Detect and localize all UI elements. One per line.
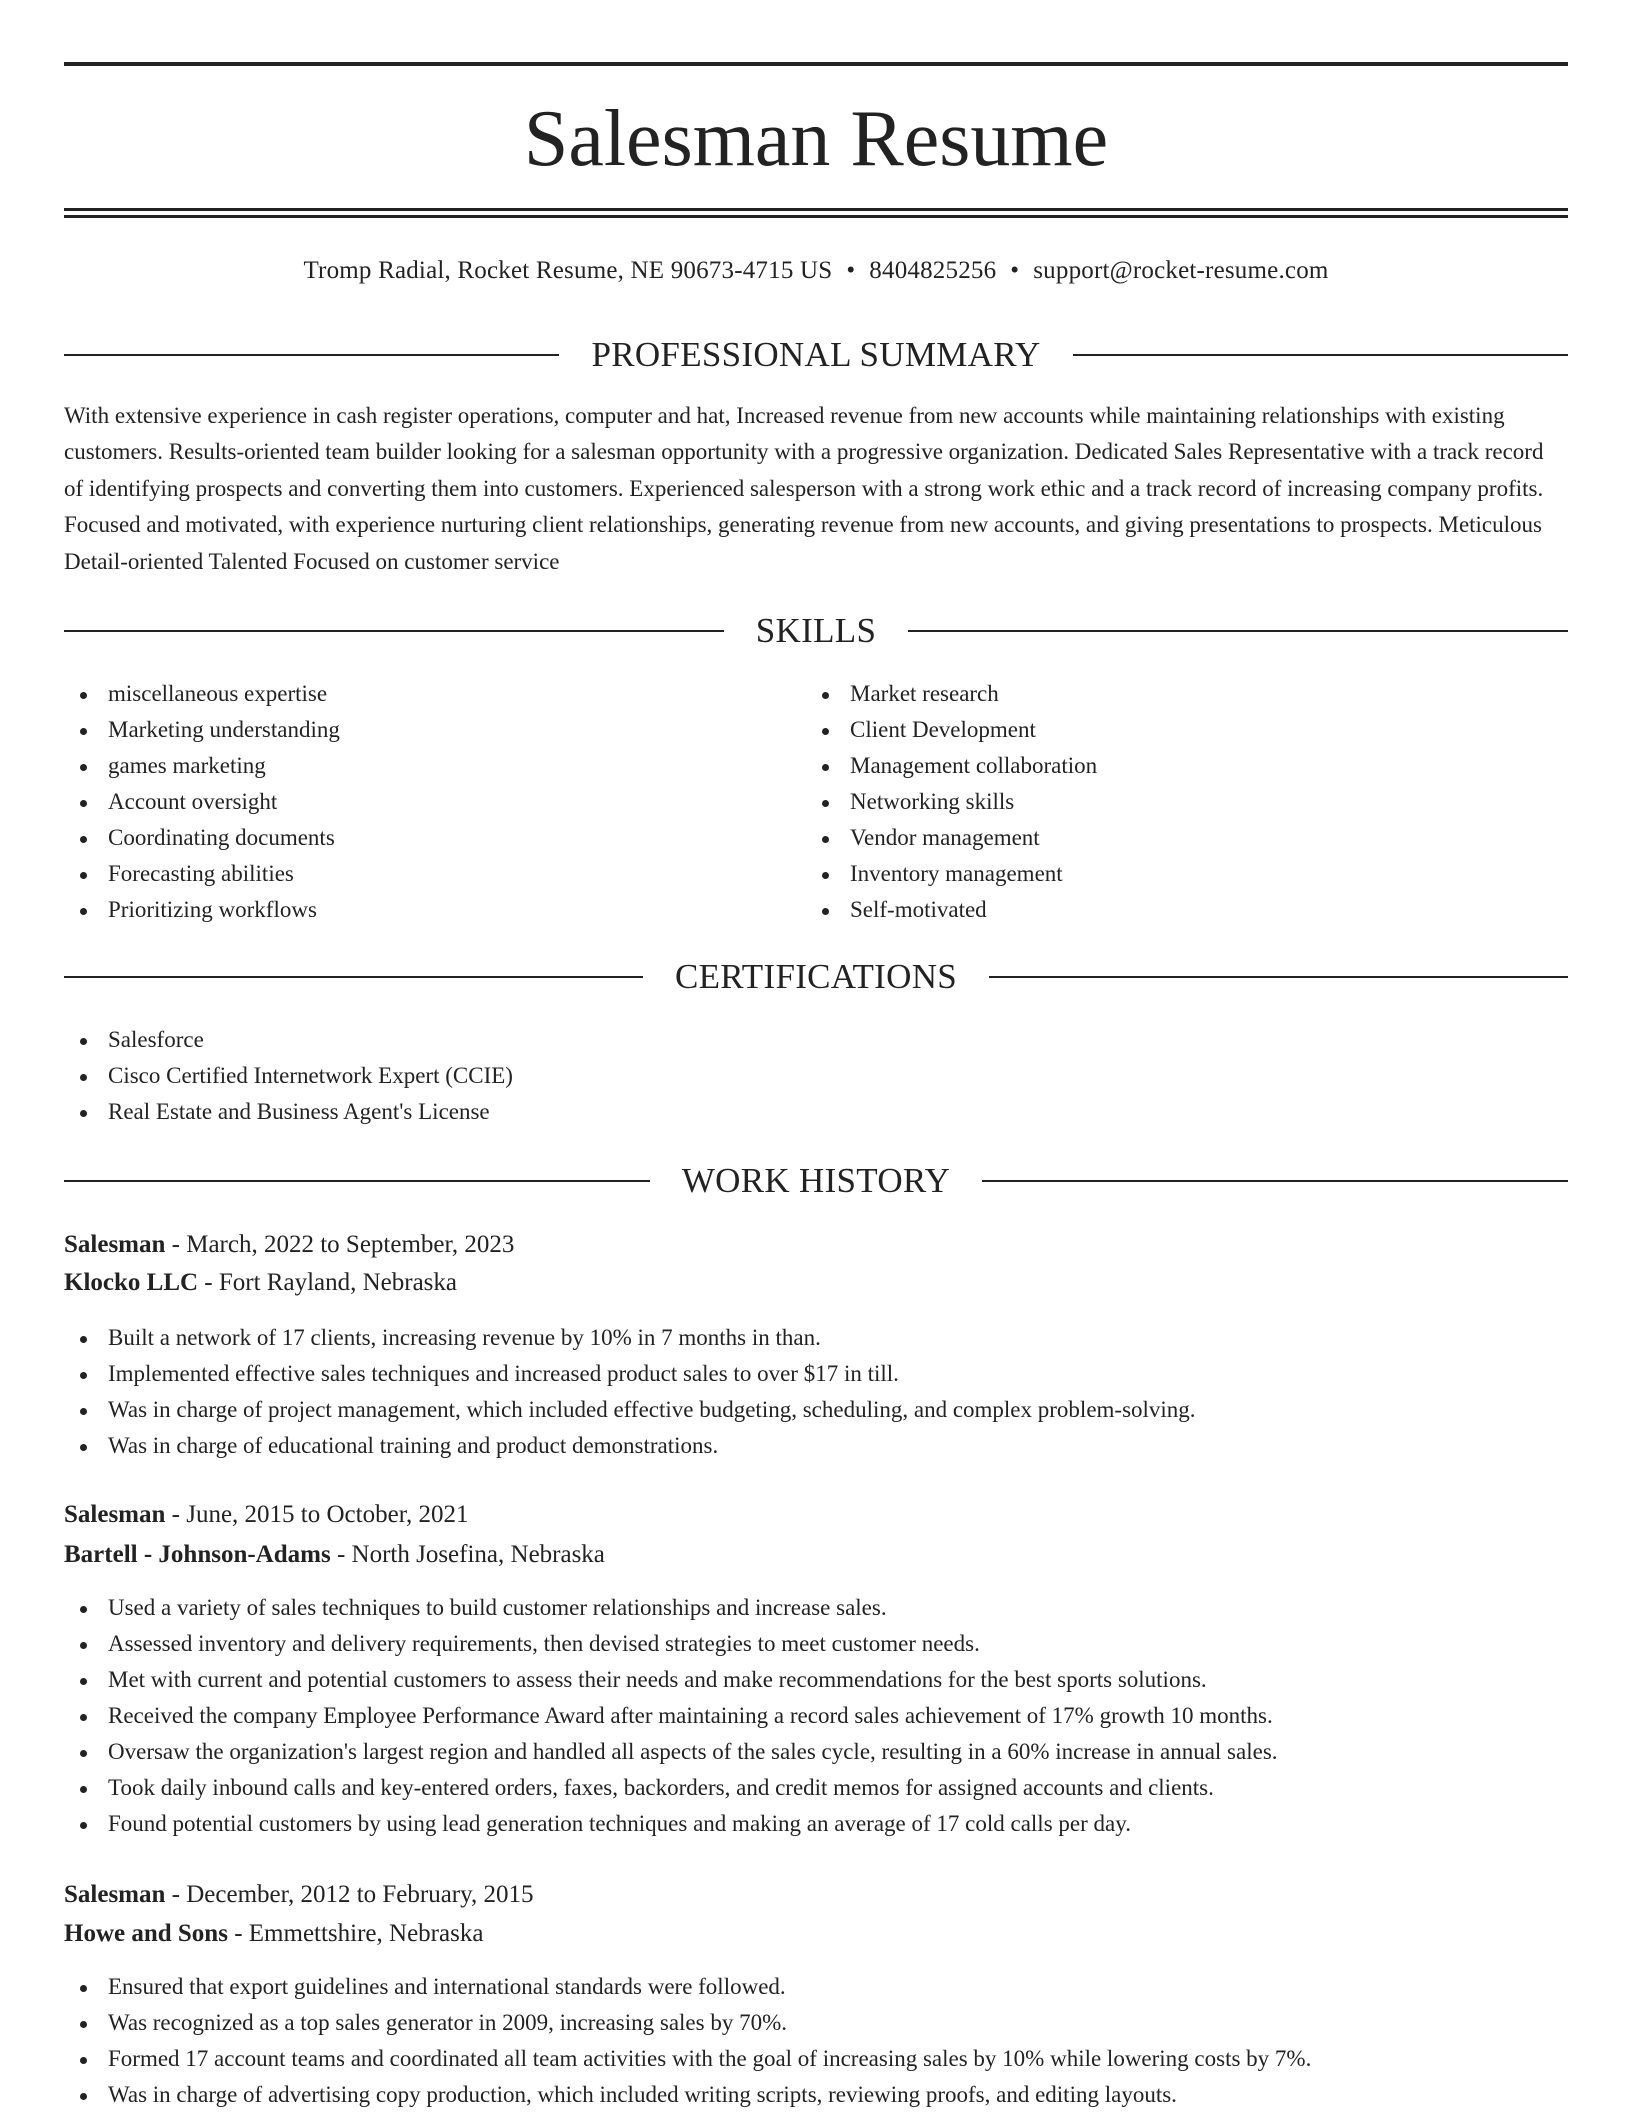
page-title: Salesman Resume (523, 95, 1109, 183)
skill-item: Marketing understanding (64, 712, 340, 748)
skills-list-left (64, 676, 340, 928)
skill-item: Account oversight (64, 784, 340, 820)
section-title: WORK HISTORY (681, 1161, 951, 1200)
job-company: Bartell - Johnson-Adams (64, 1541, 331, 1568)
job-title: Salesman (64, 1501, 166, 1528)
skill-item: Management collaboration (806, 748, 1097, 784)
contact-email: support@rocket-resume.com (1033, 257, 1329, 284)
job-dates: - June, 2015 to October, 2021 (165, 1501, 469, 1528)
section-rule (64, 354, 559, 356)
job-company-line (64, 1915, 483, 1953)
job-location: - North Josefina, Nebraska (330, 1541, 605, 1568)
job-bullet: Met with current and potential customers to assess their needs and make recommendations for the best sports solutions. (64, 1662, 1278, 1698)
contact-separator: • (846, 257, 856, 284)
job-bullet: Was recognized as a top sales generator in 2009, increasing sales by 70%. (64, 2005, 1311, 2041)
job-company-line (64, 1264, 457, 1302)
job-bullet: Took daily inbound calls and key-entered orders, faxes, backorders, and credit memos for assigned accounts and clients. (64, 1770, 1278, 1806)
job-title-line (64, 1496, 469, 1534)
job-bullet: Implemented effective sales techniques and increased product sales to over $17 in till. (64, 1356, 1196, 1392)
section-header-summary (64, 332, 1568, 378)
job-bullet: Formed 17 account teams and coordinated all team activities with the goal of increasing sales by 10% while lowering costs by 7%. (64, 2041, 1311, 2077)
job-bullets (64, 1590, 1278, 1842)
skill-item: Forecasting abilities (64, 856, 340, 892)
job-bullet: Oversaw the organization's largest region and handled all aspects of the sales cycle, resulting in a 60% increase in annual sales. (64, 1734, 1278, 1770)
section-rule (64, 1180, 650, 1182)
section-rule (1073, 354, 1568, 356)
job-company: Klocko LLC (64, 1269, 199, 1296)
section-header-work-history (64, 1158, 1568, 1204)
skill-item: Prioritizing workflows (64, 892, 340, 928)
title-bottom-rule-1 (64, 208, 1568, 211)
job-bullet: Built a network of 17 clients, increasing revenue by 10% in 7 months in than. (64, 1320, 1196, 1356)
job-dates: - December, 2012 to February, 2015 (165, 1881, 534, 1908)
skill-item: miscellaneous expertise (64, 676, 340, 712)
job-bullet: Assessed inventory and delivery requirements, then devised strategies to meet customer needs. (64, 1626, 1278, 1662)
skill-item: Inventory management (806, 856, 1097, 892)
job-dates: - March, 2022 to September, 2023 (165, 1231, 515, 1258)
job-title: Salesman (64, 1881, 166, 1908)
job-company: Howe and Sons (64, 1920, 228, 1947)
certification-item: Real Estate and Business Agent's License (64, 1094, 513, 1130)
job-bullet: Found potential customers by using lead generation techniques and making an average of 17 cold calls per day. (64, 1806, 1278, 1842)
job-bullets (64, 1320, 1196, 1464)
job-title: Salesman (64, 1231, 166, 1258)
summary-paragraph: With extensive experience in cash register operations, computer and hat, Increased revenue from new accounts while maintaining relationships with existing customers. Results-oriented team builder looking for a salesman opportunity with a progressive organization. Dedicated Sales Representative with a track record of identifying prospects and converting them into customers. Experienced salesperson with a strong work ethic and a track record of increasing company profits. Focused and motivated, with experience nurturing client relationships, generating revenue from new accounts, and giving presentations to prospects. Meticulous Detail-oriented Talented Focused on customer service (64, 403, 1544, 574)
section-rule (64, 630, 724, 632)
job-bullet: Was in charge of educational training and product demonstrations. (64, 1428, 1196, 1464)
certification-item: Salesforce (64, 1022, 513, 1058)
section-rule (64, 976, 643, 978)
skill-item: games marketing (64, 748, 340, 784)
job-bullet: Received the company Employee Performance Award after maintaining a record sales achievement of 17% growth 10 months. (64, 1698, 1278, 1734)
job-location: - Emmettshire, Nebraska (227, 1920, 484, 1947)
section-rule (908, 630, 1568, 632)
section-title: CERTIFICATIONS (674, 957, 958, 996)
contact-phone: 8404825256 (869, 257, 997, 284)
certifications-list (64, 1022, 513, 1130)
section-header-skills (64, 608, 1568, 654)
skills-list-right (806, 676, 1097, 928)
section-rule (982, 1180, 1568, 1182)
skill-item: Self-motivated (806, 892, 1097, 928)
job-bullet: Used a variety of sales techniques to build customer relationships and increase sales. (64, 1590, 1278, 1626)
section-rule (989, 976, 1568, 978)
job-title-line (64, 1876, 534, 1914)
certification-item: Cisco Certified Internetwork Expert (CCIE) (64, 1058, 513, 1094)
section-title: PROFESSIONAL SUMMARY (591, 335, 1041, 374)
section-header-certifications (64, 954, 1568, 1000)
job-company-line (64, 1536, 605, 1574)
skill-item: Networking skills (806, 784, 1097, 820)
contact-line (64, 254, 1568, 288)
job-bullet: Was in charge of advertising copy production, which included writing scripts, reviewing proofs, and editing layouts. (64, 2077, 1311, 2113)
job-location: - Fort Rayland, Nebraska (198, 1269, 458, 1296)
skill-item: Client Development (806, 712, 1097, 748)
job-bullets (64, 1969, 1311, 2113)
title-bottom-rule-2 (64, 215, 1568, 218)
job-title-line (64, 1226, 514, 1264)
job-bullet: Was in charge of project management, which included effective budgeting, scheduling, and complex problem-solving. (64, 1392, 1196, 1428)
skill-item: Vendor management (806, 820, 1097, 856)
section-title: SKILLS (755, 611, 877, 650)
title-top-rule (64, 62, 1568, 66)
skill-item: Market research (806, 676, 1097, 712)
contact-separator: • (1010, 257, 1020, 284)
job-bullet: Ensured that export guidelines and international standards were followed. (64, 1969, 1311, 2005)
contact-address: Tromp Radial, Rocket Resume, NE 90673-4715 US (303, 257, 833, 284)
skill-item: Coordinating documents (64, 820, 340, 856)
